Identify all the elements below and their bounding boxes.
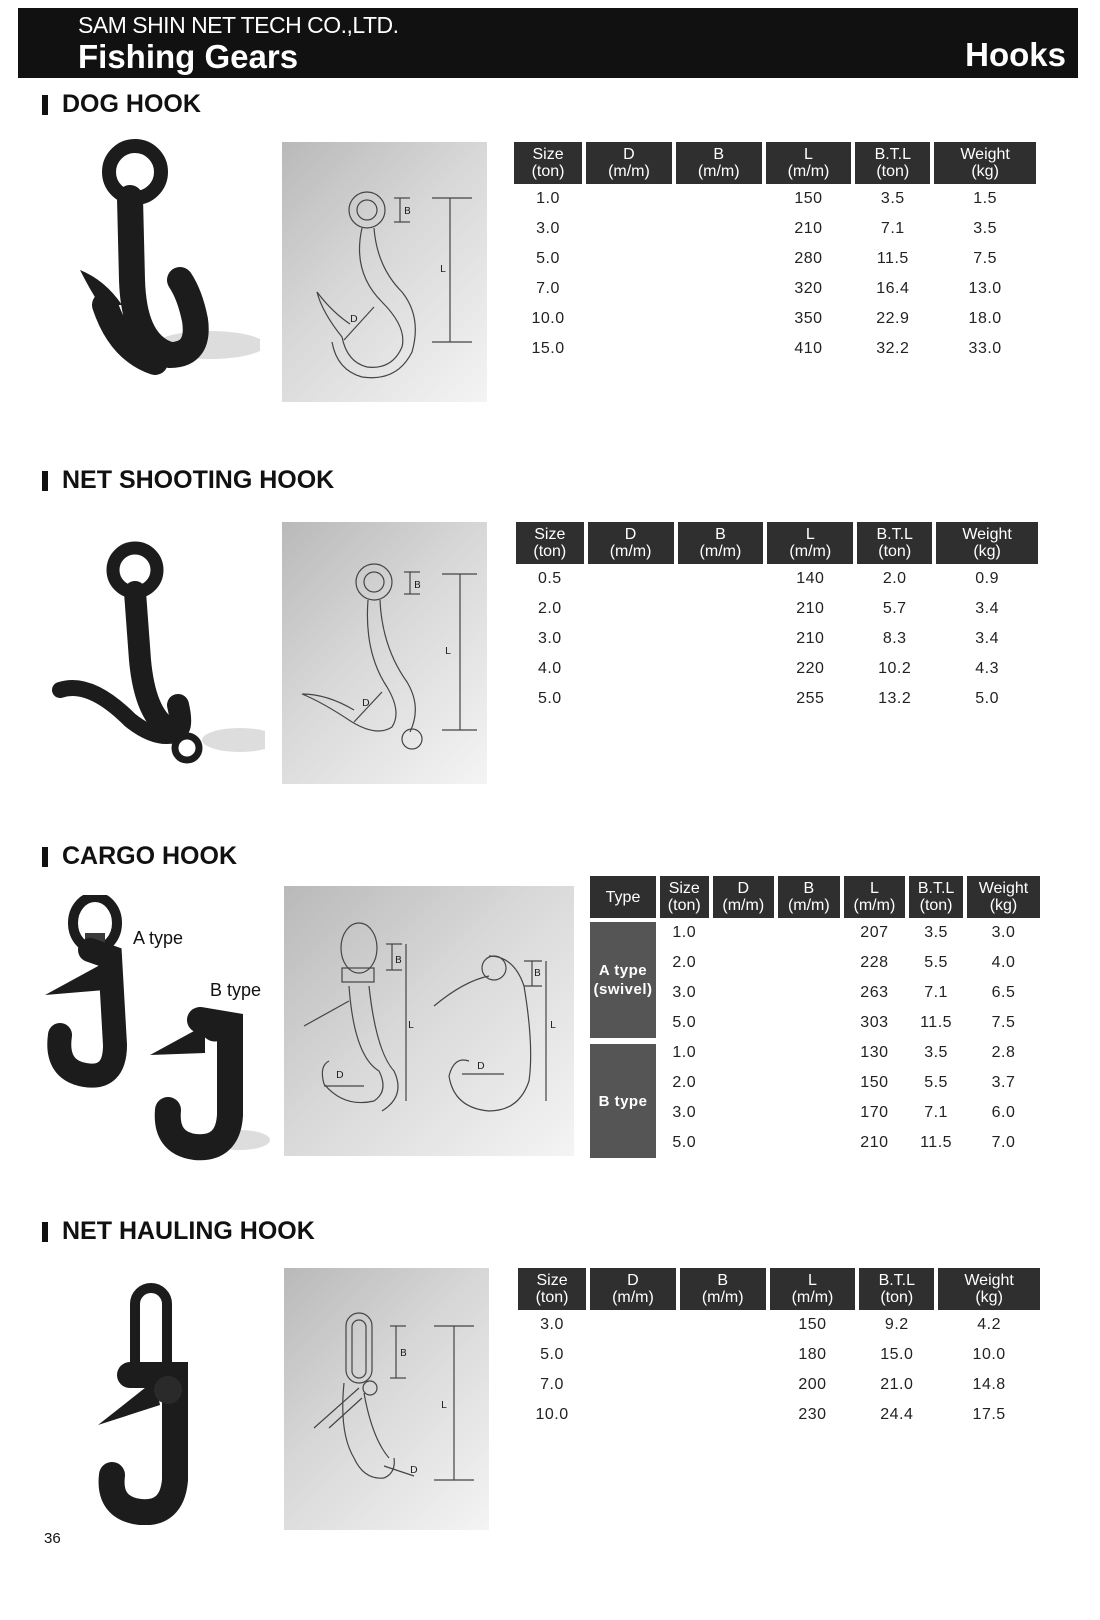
column-header-type: Type <box>590 876 656 918</box>
table-row: 3.0 263 7.1 6.5 <box>672 984 1016 1001</box>
svg-text:L: L <box>441 1400 447 1411</box>
svg-text:D: D <box>350 314 358 325</box>
section-title-net-hauling-hook: NET HAULING HOOK <box>42 1217 315 1246</box>
table-row: 3.0 210 7.1 3.5 <box>536 220 997 237</box>
dog-hook-spec-table <box>510 142 1040 364</box>
column-header-weight: Weight (kg) <box>938 1268 1040 1310</box>
section-title-cargo-hook: CARGO HOOK <box>42 842 237 871</box>
section-marker <box>42 95 48 115</box>
section-title-net-shooting-hook: NET SHOOTING HOOK <box>42 466 334 495</box>
table-row: 7.0 320 16.4 13.0 <box>536 280 1002 297</box>
svg-text:D: D <box>336 1070 344 1081</box>
dog-hook-dimension-drawing <box>282 142 487 402</box>
column-header-btl: B.T.L (ton) <box>857 522 932 564</box>
net-hauling-hook-spec-table <box>514 1268 1044 1430</box>
svg-text:D: D <box>410 1465 418 1476</box>
svg-text:L: L <box>550 1020 556 1031</box>
page-number: 36 <box>44 1530 61 1547</box>
column-header-l: L (m/m) <box>767 522 853 564</box>
section-marker <box>42 1222 48 1242</box>
table-row: 5.0 280 11.5 7.5 <box>536 250 997 267</box>
table-row: 7.0 200 21.0 14.8 <box>540 1376 1006 1393</box>
table-row: 2.0 150 5.5 3.7 <box>672 1074 1016 1091</box>
category-title: Hooks <box>965 36 1066 73</box>
table-header-row <box>516 522 1038 564</box>
column-header-d: D (m/m) <box>713 876 775 918</box>
column-header-weight: Weight (kg) <box>967 876 1040 918</box>
svg-text:L: L <box>440 264 446 275</box>
page-header <box>18 8 1078 78</box>
svg-text:B: B <box>395 955 402 966</box>
net-hauling-hook-dimension-drawing <box>284 1268 489 1530</box>
svg-text:B: B <box>534 968 541 979</box>
column-header-size: Size (ton) <box>518 1268 586 1310</box>
table-row: 5.0 210 11.5 7.0 <box>672 1134 1016 1151</box>
svg-text:B: B <box>400 1348 407 1359</box>
catalog-title: Fishing Gears <box>78 38 299 75</box>
table-row: 2.0 210 5.7 3.4 <box>537 600 999 617</box>
type-cell-a: A type (swivel) <box>590 918 656 1038</box>
column-header-b: B (m/m) <box>680 1268 766 1310</box>
table-row: 4.0 220 10.2 4.3 <box>537 660 999 677</box>
svg-text:B: B <box>404 206 411 217</box>
column-header-btl: B.T.L (ton) <box>909 876 963 918</box>
section-marker <box>42 471 48 491</box>
column-header-d: D (m/m) <box>590 1268 676 1310</box>
table-row: 3.0 150 9.2 4.2 <box>540 1316 1001 1333</box>
table-row: B type 1.0 130 3.5 2.8 <box>590 1038 1040 1068</box>
net-shooting-hook-dimension-drawing <box>282 522 487 784</box>
column-header-btl: B.T.L (ton) <box>859 1268 934 1310</box>
table-row: 0.5 140 2.0 0.9 <box>537 570 999 587</box>
column-header-size: Size (ton) <box>660 876 709 918</box>
net-shooting-hook-spec-table <box>512 522 1042 714</box>
table-row: 5.0 180 15.0 10.0 <box>540 1346 1006 1363</box>
table-row: 5.0 255 13.2 5.0 <box>537 690 999 707</box>
svg-text:D: D <box>477 1061 485 1072</box>
column-header-l: L (m/m) <box>766 142 852 184</box>
table-row: 5.0 303 11.5 7.5 <box>672 1014 1016 1031</box>
table-header-row <box>518 1268 1040 1310</box>
cargo-hook-dimension-drawing <box>284 886 574 1156</box>
column-header-size: Size (ton) <box>516 522 584 564</box>
b-type-photo-label: B type <box>210 980 262 1000</box>
table-row: 2.0 228 5.5 4.0 <box>672 954 1016 971</box>
company-name: SAM SHIN NET TECH CO.,LTD. <box>78 12 399 38</box>
column-header-weight: Weight (kg) <box>936 522 1038 564</box>
net-hauling-hook-photo <box>80 1280 280 1525</box>
section-title-dog-hook: DOG HOOK <box>42 90 201 119</box>
table-row: A type (swivel) 1.0 207 3.5 3.0 <box>590 918 1040 948</box>
column-header-size: Size (ton) <box>514 142 582 184</box>
svg-text:B: B <box>414 580 421 591</box>
table-row: 15.0 410 32.2 33.0 <box>531 340 1002 357</box>
svg-text:D: D <box>362 698 370 709</box>
svg-text:L: L <box>408 1020 414 1031</box>
section-marker <box>42 847 48 867</box>
table-row: 10.0 230 24.4 17.5 <box>535 1406 1006 1423</box>
table-row: 10.0 350 22.9 18.0 <box>531 310 1002 327</box>
table-header-row <box>590 876 1040 918</box>
a-type-photo-label: A type <box>133 928 184 948</box>
dog-hook-photo <box>60 130 260 400</box>
column-header-weight: Weight (kg) <box>934 142 1036 184</box>
table-row: 1.0 150 3.5 1.5 <box>536 190 997 207</box>
column-header-btl: B.T.L (ton) <box>855 142 930 184</box>
table-row: 3.0 170 7.1 6.0 <box>672 1104 1016 1121</box>
column-header-d: D (m/m) <box>586 142 672 184</box>
column-header-l: L (m/m) <box>770 1268 856 1310</box>
column-header-b: B (m/m) <box>678 522 764 564</box>
table-header-row <box>514 142 1036 184</box>
column-header-b: B (m/m) <box>676 142 762 184</box>
column-header-l: L (m/m) <box>844 876 906 918</box>
type-cell-b: B type <box>590 1038 656 1158</box>
column-header-d: D (m/m) <box>588 522 674 564</box>
svg-text:L: L <box>445 646 451 657</box>
net-shooting-hook-photo <box>50 530 265 780</box>
table-row: 3.0 210 8.3 3.4 <box>537 630 999 647</box>
cargo-hook-spec-table <box>586 876 1044 1158</box>
column-header-b: B (m/m) <box>778 876 840 918</box>
